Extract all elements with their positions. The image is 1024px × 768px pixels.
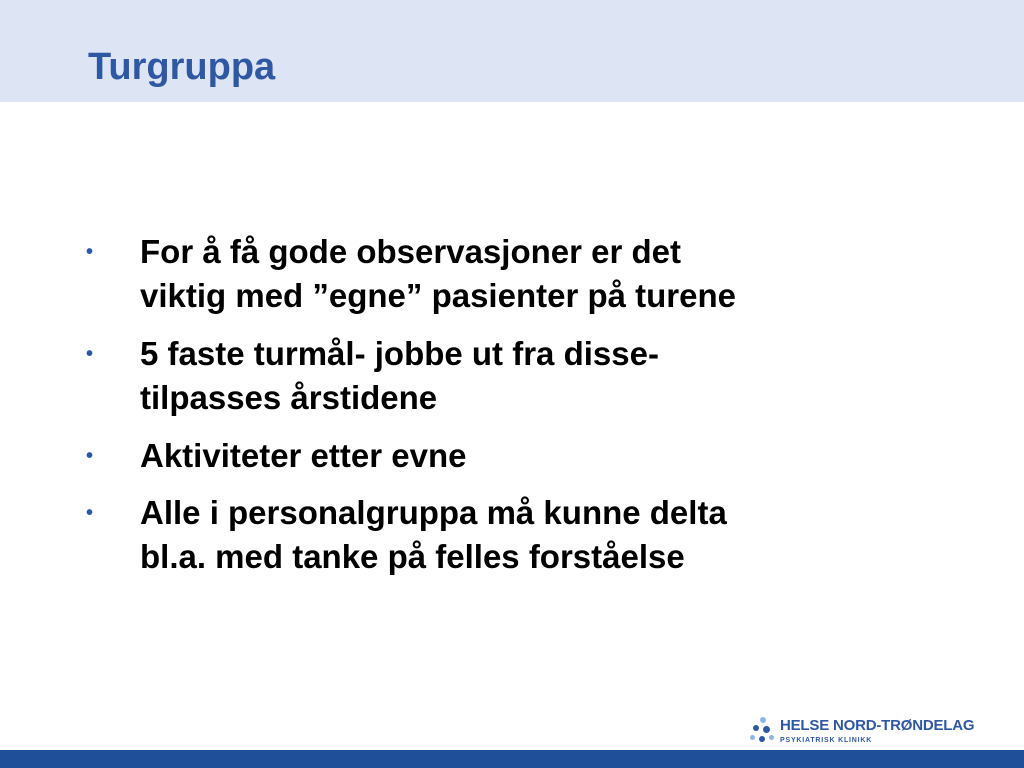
logo-dot <box>759 736 765 742</box>
logo-dot <box>769 735 774 740</box>
bullet-list <box>86 230 986 593</box>
slide-title: Turgruppa <box>88 46 276 88</box>
bullet-item <box>86 491 986 579</box>
logo-dots-icon <box>750 717 776 745</box>
logo-subtitle: PSYKIATRISK KLINIKK <box>780 737 873 744</box>
bullet-marker-icon: • <box>86 502 94 525</box>
logo-dot <box>750 735 755 740</box>
logo-dot <box>763 726 770 733</box>
organization-logo <box>750 717 990 747</box>
bullet-line: Alle i personalgruppa må kunne delta <box>140 494 727 532</box>
bullet-text <box>140 437 466 474</box>
bullet-item <box>86 434 986 478</box>
bullet-line: bl.a. med tanke på felles forståelse <box>140 538 685 576</box>
bottom-bar <box>0 750 1024 768</box>
bullet-text <box>140 335 659 416</box>
bullet-marker-icon: • <box>86 444 94 467</box>
bullet-line: 5 faste turmål- jobbe ut fra disse- <box>140 334 659 372</box>
bullet-text <box>140 233 736 314</box>
bullet-text <box>140 494 727 575</box>
logo-dot <box>760 717 766 723</box>
bullet-marker-icon: • <box>86 241 94 263</box>
bullet-line: tilpasses årstidene <box>140 378 438 416</box>
bullet-line: viktig med ”egne” pasienter på turene <box>140 276 736 314</box>
logo-dot <box>753 725 759 731</box>
bullet-item <box>86 230 986 318</box>
bullet-line: For å få gode observasjoner er det <box>140 233 681 270</box>
bullet-marker-icon: • <box>86 342 94 365</box>
bullet-item <box>86 332 986 420</box>
bullet-line: Aktiviteter etter evne <box>140 436 467 474</box>
logo-name: HELSE NORD-TRØNDELAG <box>780 717 975 734</box>
